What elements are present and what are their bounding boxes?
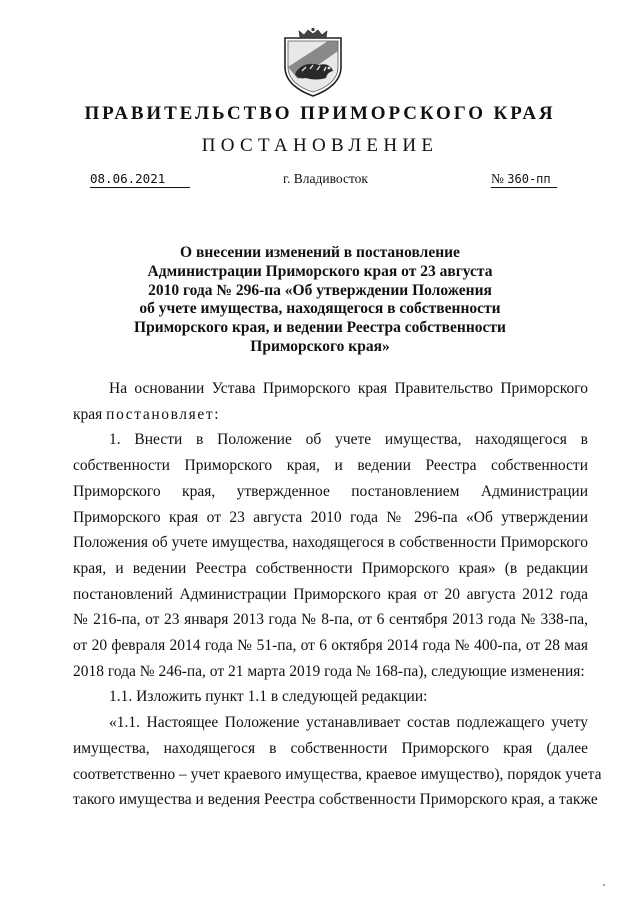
body-line: На основании Устава Приморского края Правительство Приморского — [109, 380, 588, 397]
body-line: соответственно – учет краевого имущества, краевое имущество), порядок учета — [73, 765, 602, 783]
body-line: 1.1. Изложить пункт 1.1 в следующей редакции: — [109, 688, 428, 706]
quoted-paragraph — [73, 710, 602, 813]
body-line: собственности Приморского края, и ведении Реестра собственности — [73, 457, 588, 475]
intro-colon: : — [214, 405, 219, 423]
intro-paragraph — [73, 376, 588, 427]
body-line: 1. Внести в Положение об учете имущества, находящегося в — [109, 431, 588, 449]
coat-of-arms-emblem — [282, 27, 344, 97]
title-line: об учете имущества, находящегося в собственности — [139, 300, 501, 318]
body-line: Приморского края от 23 августа 2010 года № 296-па «Об утверждении — [73, 508, 588, 526]
document-city: г. Владивосток — [283, 171, 368, 186]
body-line: края, и ведении Реестра собственности Приморского края» (в редакции — [73, 559, 588, 577]
document-type: ПОСТАНОВЛЕНИЕ — [201, 135, 439, 156]
title-line: 2010 года № 296-па «Об утверждении Положения — [148, 281, 492, 299]
body-line — [73, 402, 588, 428]
number-prefix: № — [491, 171, 504, 186]
body-line: такого имущества и ведения Реестра собственности Приморского края, а также — [73, 791, 598, 809]
primorsky-coat-of-arms-icon — [282, 27, 344, 97]
body-line: постановлений Администрации Приморского края от 20 августа 2012 года — [73, 585, 588, 603]
item-1-1-paragraph — [73, 684, 588, 710]
body-line: имущества, находящегося в собственности Приморского края (далее — [73, 739, 588, 757]
item-1-paragraph — [73, 427, 588, 684]
title-line: Приморского края, и ведении Реестра собственности — [134, 319, 506, 337]
title-line: О внесении изменений в постановление — [180, 244, 460, 261]
number-value: 360-пп — [507, 172, 551, 186]
body-line: 2018 года № 246-па, от 21 марта 2019 года № 168-па), следующие изменения: — [73, 662, 585, 680]
scan-speck — [603, 884, 605, 886]
document-subject-title — [120, 244, 520, 357]
decree-keyword: постановляет — [106, 405, 215, 423]
body-line: Положения об учете имущества, находящегося в собственности Приморского — [73, 534, 588, 552]
title-line: Приморского края» — [250, 337, 390, 355]
document-body — [73, 376, 602, 813]
body-line: «1.1. Настоящее Положение устанавливает состав подлежащего учету — [109, 714, 588, 732]
intro-text: края — [73, 405, 107, 423]
body-line: от 20 февраля 2014 года № 51-па, от 6 октября 2014 года № 400-па, от 28 мая — [73, 637, 588, 655]
government-title: ПРАВИТЕЛЬСТВО ПРИМОРСКОГО КРАЯ — [84, 103, 556, 124]
document-date: 08.06.2021 — [90, 172, 190, 188]
body-line: Приморского края, утвержденное постановлением Администрации — [73, 482, 588, 500]
title-line: Администрации Приморского края от 23 августа — [147, 262, 493, 280]
document-number — [491, 172, 557, 188]
body-line: № 216-па, от 23 января 2013 года № 8-па, от 6 сентября 2013 года № 338-па, — [73, 611, 588, 629]
